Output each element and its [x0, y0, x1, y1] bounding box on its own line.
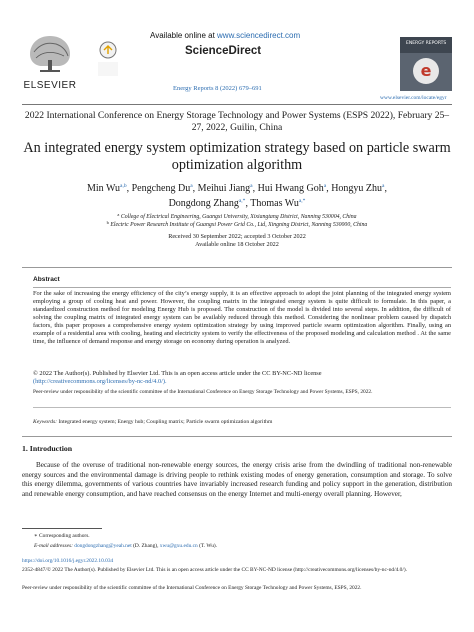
peer-review-note: Peer-review under responsibility of the scientific committee of the International Conference on Energy Storage Technology and Power Systems, ESPS, 2022.: [33, 389, 373, 395]
author-affiliation-mark[interactable]: a: [382, 183, 385, 189]
issn-license-line: 2352-4847/© 2022 The Author(s). Published by Elsevier Ltd. This is an open access article under the CC BY-NC-ND license (http://creativecommons.org/licenses/by-nc-nd/4.0/).: [22, 567, 407, 573]
check-for-updates-icon[interactable]: [95, 40, 121, 80]
keywords-text: Integrated energy system; Energy hub; Coupling matrix; Particle swarm optimization algorithm: [58, 419, 273, 425]
available-online-prefix: Available online at: [150, 31, 218, 40]
journal-reference[interactable]: Energy Reports 8 (2022) 679–691: [173, 85, 262, 92]
author-name[interactable]: Pengcheng Du: [131, 183, 191, 194]
doi-link[interactable]: https://doi.org/10.1016/j.egyr.2022.10.034: [22, 558, 114, 564]
available-online-date: Available online 18 October 2022: [195, 241, 279, 248]
introduction-text: Because of the overuse of traditional non-renewable energy sources, the energy crisis arise from the dwindling of traditional non-renewable energy sources and the environmental damage is driving people to rethink existing modes of energy generation, consumption and storage. To solve this energy dilemma, governments of various countries have invariably increased research funding and policy support in the generation, distribution and renewable energy consumption, and have reached consensus on the energy Internet and multi-energy overall planning. However,: [22, 461, 452, 498]
copyright-notice: [33, 370, 451, 386]
author-affiliation-mark[interactable]: a: [323, 183, 327, 189]
email-addresses: [34, 543, 217, 549]
email-label: E-mail addresses:: [34, 543, 73, 549]
sciencedirect-brand: ScienceDirect: [185, 45, 262, 57]
license-link[interactable]: (http://creativecommons.org/licenses/by-nc-nd/4.0/).: [33, 378, 167, 385]
author-affiliation-mark[interactable]: a: [190, 183, 193, 189]
email-owner: (D. Zhang),: [133, 543, 159, 549]
affiliation-b: $^b$ Electric Power Research Institute of Guangxi Power Grid Co., Ltd, Xingning District, Nanning 530000, China: [106, 220, 368, 228]
keywords-label: Keywords:: [33, 419, 58, 425]
title-divider: [22, 267, 452, 268]
received-dates: Received 30 September 2022; accepted 3 October 2022: [168, 233, 306, 240]
author-name[interactable]: Thomas Wu: [250, 198, 299, 209]
affiliation-a: $^a$ College of Electrical Engineering, Guangxi University, Xixiangtang District, Nanning 530004, China: [117, 212, 357, 220]
email-link[interactable]: xwu@gxu.edu.cn: [159, 543, 198, 549]
keywords-divider: [33, 407, 451, 408]
abstract-bottom-divider: [22, 436, 452, 437]
header-divider: [22, 104, 452, 105]
journal-homepage-link[interactable]: www.elsevier.com/locate/egyr: [380, 95, 447, 101]
author-name[interactable]: Hui Hwang Goh: [257, 183, 324, 194]
corresponding-author-note: [34, 533, 90, 539]
sciencedirect-link[interactable]: www.sciencedirect.com: [217, 31, 301, 40]
footnote-divider: [22, 528, 102, 529]
asterisk-icon: ∗: [34, 533, 38, 539]
keywords-line: [33, 419, 451, 425]
svg-text:e: e: [420, 61, 432, 80]
email-link[interactable]: dongdongzhang@yeah.net: [74, 543, 132, 549]
publisher-name: ELSEVIER: [23, 80, 77, 91]
conference-line: 2022 International Conference on Energy Storage Technology and Power Systems (ESPS 2022), February 25–27, 2022, Guilin, China: [24, 110, 450, 133]
abstract-divider: [33, 287, 451, 288]
author-name[interactable]: Meihui Jiang: [197, 183, 251, 194]
author-list: Min Wu$^{a,b}$, Pengcheng Du$^a$, Meihui Jiang$^a$, Hui Hwang Goh$^a$, Hongyu Zhu$^a$, Dongdong Zhang$^{a,*}$, Thomas $Wu^{a,*}$: [87, 183, 387, 209]
author-affiliation-mark[interactable]: a: [250, 183, 253, 189]
journal-cover-image: [400, 37, 452, 91]
corresponding-text: Corresponding authors.: [39, 533, 90, 539]
author-name[interactable]: Dongdong Zhang: [168, 198, 239, 209]
abstract-heading: Abstract: [33, 276, 60, 283]
abstract-text: For the sake of increasing the energy efficiency of the city’s energy supply, it is an effective approach to adopt the joint planning of the integrated energy system employing a group of cooling heat and power. However, the coupling matrix in the integrated energy system is quite difficult to formulate. In this paper, a standardized construction method for modeling Energy Hub is proposed. The construction of the model is divided into several steps. In addition, the difficult of solving the coupling matrix of integrated energy system can be availably reduced through this method. Considering the nonlinear problem caused by dispatch factors, this paper proposes a comprehensive energy system optimization strategy by using improved particle swarm optimization algorithm. Finally, using an example of a residential area with cooling, heating and electricity system to verify the effectiveness of the proposed modeling and calculation method . At the same time, the influence of demand response and energy storage on economy during operation is analyzed.: [33, 290, 451, 345]
available-online-line: [150, 31, 300, 40]
cover-title: ENERGY REPORTS: [406, 41, 447, 46]
author-name[interactable]: Hongyu Zhu: [331, 183, 383, 194]
affiliation-a-text: College of Electrical Engineering, Guangxi University, Xixiangtang District, Nanning 530004, China: [120, 214, 357, 220]
author-affiliation-mark[interactable]: a,b: [120, 183, 127, 189]
copyright-text: © 2022 The Author(s). Published by Elsevier Ltd. This is an open access article under the CC BY-NC-ND license: [33, 370, 322, 377]
author-affiliation-mark[interactable]: a,*: [238, 198, 246, 204]
section-heading-introduction: 1. Introduction: [22, 444, 73, 453]
elsevier-tree-logo: [22, 30, 78, 76]
paper-title: An integrated energy system optimization strategy based on particle swarm optimization algorithm: [23, 140, 451, 173]
affiliation-b-text: Electric Power Research Institute of Guangxi Power Grid Co., Ltd, Xingning District, Nanning 530000, China: [110, 222, 368, 228]
author-affiliation-mark[interactable]: a,*: [298, 198, 306, 204]
author-name[interactable]: Min Wu: [87, 183, 121, 194]
footer-peer-review-note: Peer-review under responsibility of the scientific committee of the International Conference on Energy Storage Technology and Power Systems, ESPS, 2022.: [22, 585, 362, 591]
email-owner: (T. Wu).: [199, 543, 218, 549]
